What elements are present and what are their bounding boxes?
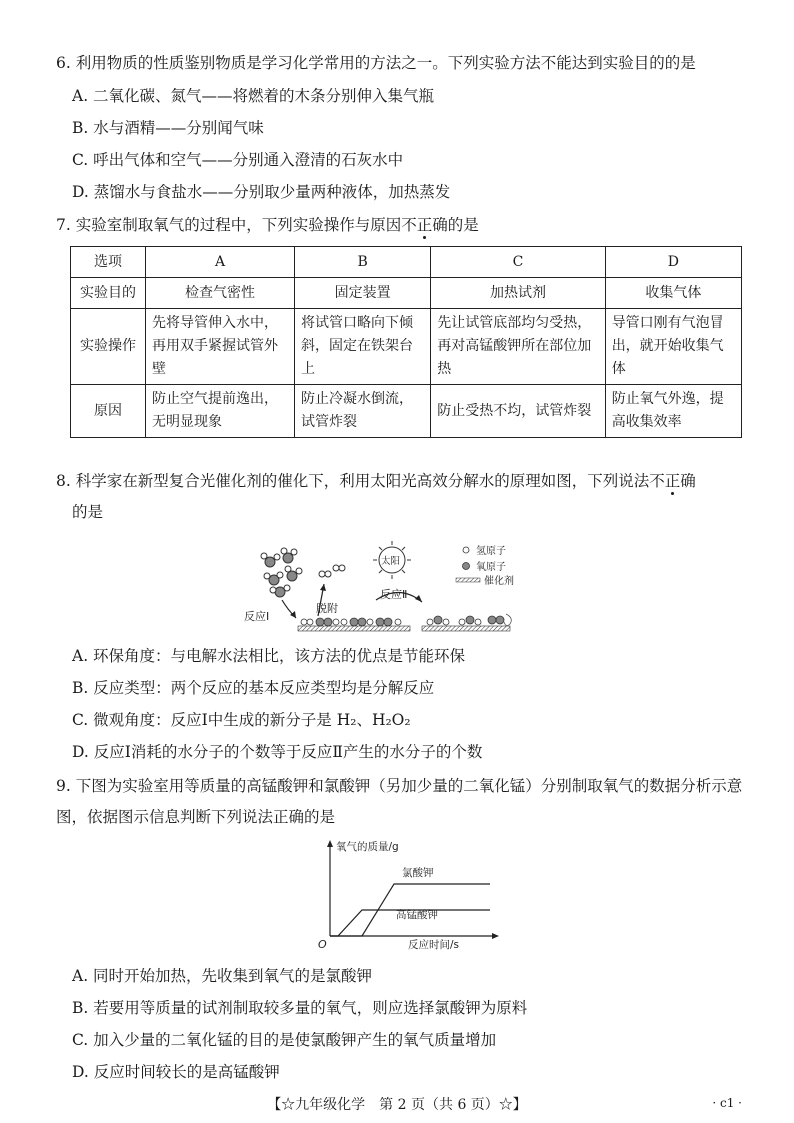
- table-cell: 防止受热不均，试管炸裂: [431, 385, 605, 438]
- y-axis-arrow-icon: [327, 840, 333, 847]
- legend-catalyst-label: 催化剂: [484, 576, 514, 587]
- q9-chart: [310, 836, 510, 952]
- q8-stem-line1: [56, 466, 746, 497]
- q6-stem: 6. 利用物质的性质鉴别物质是学习化学常用的方法之一。下列实验方法不能达到实验目的的是: [56, 54, 696, 72]
- q7-stem-post: 的是: [447, 216, 479, 234]
- table-cell: 先让试管底部均匀受热，再对高锰酸钾所在部位加热: [431, 309, 605, 385]
- origin-label: O: [318, 938, 327, 951]
- table-cell: 防止冷凝水倒流，试管炸裂: [295, 385, 431, 438]
- q9-option-c: C. 加入少量的二氧化锰的目的是使氯酸钾产生的氧气质量增加: [72, 1031, 497, 1049]
- catalyst-surface-left: [298, 626, 410, 631]
- x-axis-label: 反应时间/s: [408, 939, 460, 951]
- water-molecules-icon: [261, 548, 302, 597]
- q7-stem-pre: 7. 实验室制取氧气的过程中，下列实验操作与原因: [56, 216, 402, 234]
- q8-option-a: A. 环保角度：与电解水法相比，该方法的优点是节能环保: [72, 647, 466, 665]
- table-header-row: [71, 247, 742, 278]
- q6-option-b: B. 水与酒精——分别闻气味: [72, 119, 264, 137]
- q8-stem-emphasis: 不正确: [649, 472, 696, 490]
- table-cell: 导管口刚有气泡冒出，就开始收集气体: [605, 309, 741, 385]
- table-cell: 先将导管伸入水中，再用双手紧握试管外壁: [146, 309, 295, 385]
- q6-option-d: D. 蒸馏水与食盐水——分别取少量两种液体，加热蒸发: [72, 183, 451, 201]
- q9-stem: 9. 下图为实验室用等质量的高锰酸钾和氯酸钾（另加少量的二氧化锰）分别制取氧气的数据分析示意图，依据图示信息判断下列说法正确的是: [56, 777, 743, 826]
- q7-stem: [56, 210, 746, 241]
- table-row: [71, 278, 742, 309]
- table-cell: 固定装置: [295, 278, 431, 309]
- table-cell: 防止空气提前逸出，无明显现象: [146, 385, 295, 438]
- q8-stem-pre: 8. 科学家在新型复合光催化剂的催化下，利用太阳光高效分解水的原理如图，下列说法: [56, 472, 650, 490]
- legend-catalyst-icon: [456, 578, 480, 582]
- legend-h-atom-icon: [463, 547, 469, 553]
- table-cell: 收集气体: [605, 278, 741, 309]
- label-desorb: 脱附: [316, 602, 338, 615]
- table-header-cell: C: [431, 247, 605, 278]
- page-mark: · c1 ·: [712, 1096, 742, 1110]
- table-header-cell: A: [146, 247, 295, 278]
- legend-h-label: 氢原子: [476, 546, 506, 557]
- h2-molecule-icon: [319, 565, 345, 577]
- legend-o-atom-icon: [463, 563, 470, 570]
- table-cell: 检查气密性: [146, 278, 295, 309]
- table-cell: 实验操作: [71, 309, 146, 385]
- legend-o-label: 氧原子: [476, 562, 506, 573]
- q6-option-c: C. 呼出气体和空气——分别通入澄清的石灰水中: [72, 151, 404, 169]
- page-footer: 【☆九年级化学 第 2 页（共 6 页）☆】: [267, 1097, 527, 1113]
- table-cell: 原因: [71, 385, 146, 438]
- table-row: [71, 385, 742, 438]
- q8-reaction-diagram: [240, 540, 600, 640]
- q8-option-d: D. 反应Ⅰ消耗的水分子的个数等于反应Ⅱ产生的水分子的个数: [72, 743, 483, 761]
- series-label-kclo3: 氯酸钾: [402, 867, 434, 879]
- adsorbed-molecules-left: [301, 618, 401, 626]
- sun-label: 太阳: [381, 556, 401, 567]
- q8-stem-line2: 的是: [72, 503, 104, 521]
- q9-option-d: D. 反应时间较长的是高锰酸钾: [72, 1063, 280, 1081]
- x-axis-arrow-icon: [492, 933, 499, 939]
- y-axis-label: 氧气的质量/g: [336, 841, 399, 853]
- o2-release-icon: [504, 614, 511, 626]
- table-header-cell: 选项: [71, 247, 146, 278]
- q6-option-a: A. 二氧化碳、氮气——将燃着的木条分别伸入集气瓶: [72, 87, 435, 105]
- q9-option-b: B. 若要用等质量的试剂制取较多量的氧气，则应选择氯酸钾为原料: [72, 999, 528, 1017]
- label-reaction-1: 反应Ⅰ: [244, 610, 270, 623]
- table-cell: 加热试剂: [431, 278, 605, 309]
- q8-option-c: C. 微观角度：反应Ⅰ中生成的新分子是 H₂、H₂O₂: [72, 711, 411, 729]
- table-cell: 防止氧气外逸，提高收集效率: [605, 385, 741, 438]
- table-header-cell: B: [295, 247, 431, 278]
- table-cell: 将试管口略向下倾斜，固定在铁架台上: [295, 309, 431, 385]
- q8-option-b: B. 反应类型：两个反应的基本反应类型均是分解反应: [72, 679, 435, 697]
- catalyst-surface-right: [422, 626, 510, 631]
- q7-stem-emphasis: 不正确: [401, 216, 448, 234]
- table-cell: 实验目的: [71, 278, 146, 309]
- q7-table: [70, 246, 742, 438]
- q9-option-a: A. 同时开始加热，先收集到氧气的是氯酸钾: [72, 967, 373, 985]
- table-row: [71, 309, 742, 385]
- table-header-cell: D: [605, 247, 741, 278]
- label-reaction-2: 反应Ⅱ: [380, 588, 408, 601]
- adsorbed-molecules-right: [427, 616, 504, 625]
- series-label-kmno4: 高锰酸钾: [396, 909, 438, 921]
